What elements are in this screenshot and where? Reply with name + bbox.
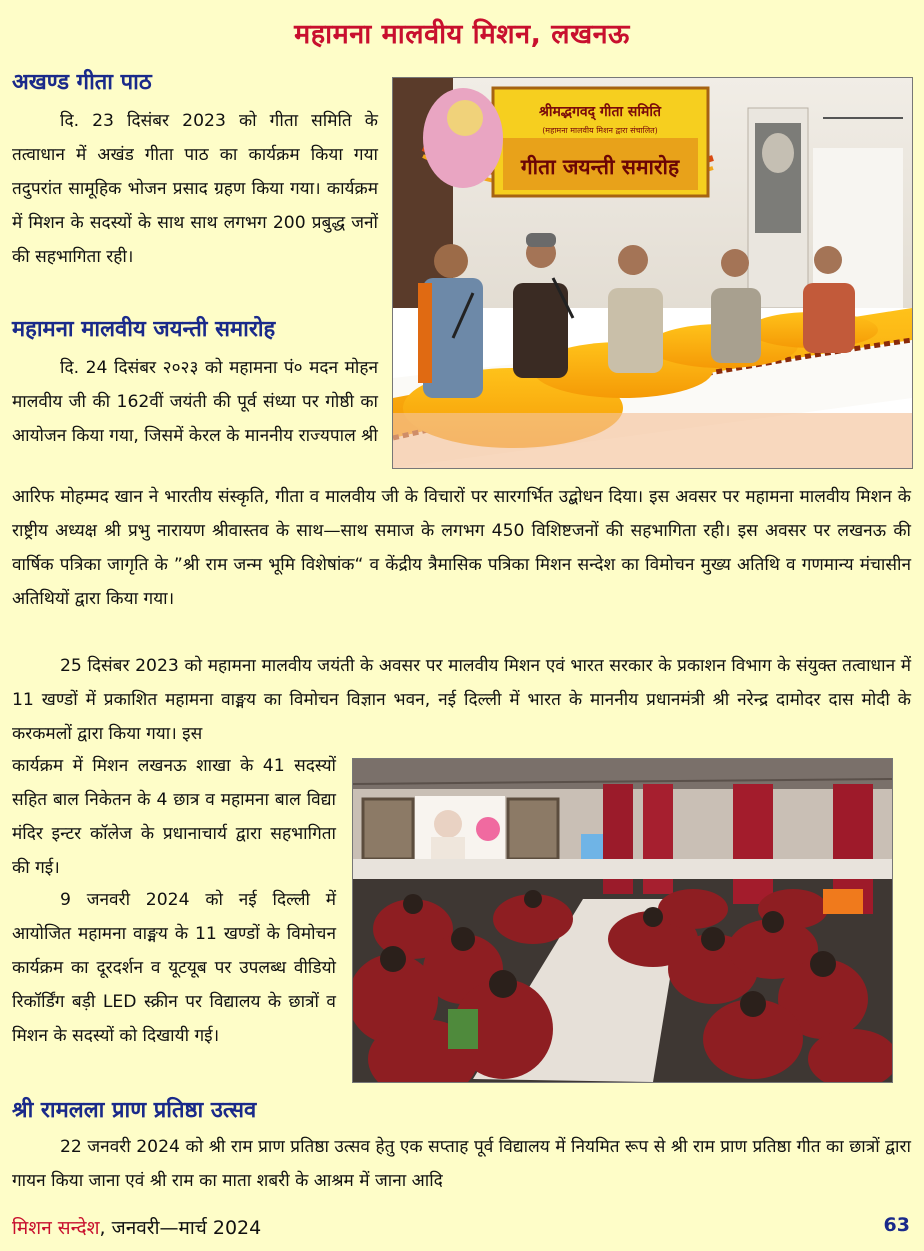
page-title: महामना मालवीय मिशन, लखनऊ [294,19,630,50]
section-heading-ramlala: श्री रामलला प्राण प्रतिष्ठा उत्सव [12,1098,257,1123]
section-heading-gita-path: अखण्ड गीता पाठ [12,70,152,95]
footer-issue: , जनवरी—मार्च 2024 [99,1217,262,1239]
ramlala-paragraph: 22 जनवरी 2024 को श्री राम प्राण प्रतिष्ठा उत्सव हेतु एक सप्ताह पूर्व विद्यालय में नियमित रूप से श्री राम प्राण प्रतिष्ठा गीत का छात्रों द्वारा गायन किया जाना एवं श्री राम का माता शबरी के आश्रम में जाना आदि [12,1137,911,1191]
jayanti-paragraph-continued: आरिफ मोहम्मद खान ने भारतीय संस्कृति, गीता व मालवीय जी के विचारों पर सारगर्भित उद्बोधन दिया। इस अवसर पर महामना मालवीय मिशन के राष्ट्रीय अध्यक्ष श्री प्रभु नारायण श्रीवास्तव के साथ—साथ समाज के लगभग 450 विशिष्टजनों की सहभागिता रही। इस अवसर पर लखनऊ की वार्षिक पत्रिका जागृति के ”श्री राम जन्म भूमि विशेषांक“ व केंद्रीय त्रैमासिक पत्रिका मिशन सन्देश का विमोचन मुख्य अतिथि व गणमान्य मंचासीन अतिथियों द्वारा किया गया। [12,487,911,609]
gita-jayanti-photo-illustration [393,78,912,468]
students-screening-illustration [353,759,892,1082]
students-screening-photo [352,758,893,1083]
gita-jayanti-photo [392,77,913,469]
footer-magazine-issue [12,1214,261,1240]
dec25-paragraph-continued: कार्यक्रम में मिशन लखनऊ शाखा के 41 सदस्यों सहित बाल निकेतन के 4 छात्र व महामना बाल विद्या मंदिर इन्टर कॉलेज के प्रधानाचार्य द्वारा सहभागिता की गई। [12,756,336,878]
section-heading-malviya-jayanti: महामना मालवीय जयन्ती समारोह [12,317,276,342]
dec25-paragraph: 25 दिसंबर 2023 को महामना मालवीय जयंती के अवसर पर मालवीय मिशन एवं भारत सरकार के प्रकाशन विभाग के संयुक्त तत्वाधान में 11 खण्डों में प्रकाशित महामना वाङ्मय का विमोचन विज्ञान भवन, नई दिल्ली में भारत के माननीय प्रधानमंत्री श्री नरेन्द्र दामोदर दास मोदी के करकमलों द्वारा किया गया। इस [12,656,911,744]
banner-line2: (महामना मालवीय मिशन द्वारा संचालित) [542,126,658,135]
banner-line1: श्रीमद्भगवद् गीता समिति [539,104,661,120]
gita-paragraph: दि. 23 दिसंबर 2023 को गीता समिति के तत्वाधान में अखंड गीता पाठ का कार्यक्रम किया गया तदुपरांत सामूहिक भोजन प्रसाद ग्रहण किया गया। कार्यक्रम में मिशन के सदस्यों के साथ साथ लगभग 200 प्रबुद्ध जनों की सहभागिता रही। [12,111,378,267]
jan9-paragraph: 9 जनवरी 2024 को नई दिल्ली में आयोजित महामना वाङ्मय के 11 खण्डों के विमोचन कार्यक्रम का दूरदर्शन व यूटयूब पर उपलब्ध वीडियो रिकॉर्डिंग बड़ी LED स्क्रीन पर विद्यालय के छात्रों व मिशन के सदस्यों को दिखायी गई। [12,890,336,1046]
banner-line3: गीता जयन्ती समारोह [520,155,680,179]
jayanti-paragraph-top: दि. 24 दिसंबर २०२३ को महामना पं० मदन मोहन मालवीय जी की 162वीं जयंती की पूर्व संध्या पर गोष्ठी का आयोजन किया गया, जिसमें केरल के माननीय राज्यपाल श्री [12,358,378,446]
footer-magazine-name: मिशन सन्देश [12,1217,100,1239]
page-number: 63 [883,1214,910,1236]
